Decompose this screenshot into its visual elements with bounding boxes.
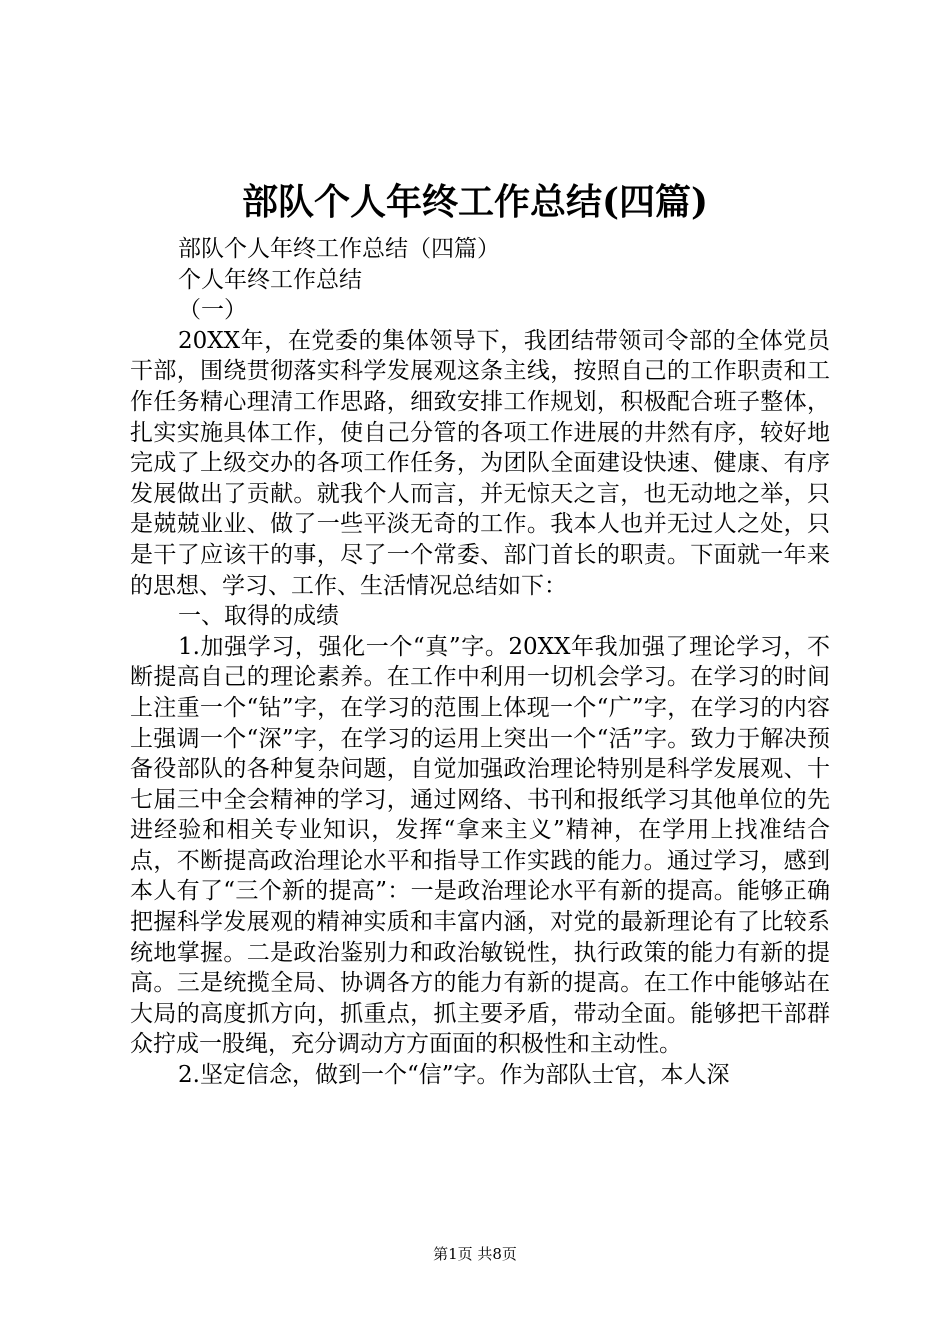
page-number-footer: 第1页 共8页 <box>433 1245 517 1263</box>
paragraph-subtitle: 部队个人年终工作总结（四篇） <box>178 236 500 262</box>
paragraph-intro: 20XX年，在党委的集体领导下，我团结带领司令部的全体党员干部，围绕贯彻落实科学发展观这条主线，按照自己的工作职责和工作任务精心理清工作思路，细致安排工作规划，积极配合班子整体，扎实实施具体工作，使自己分管的各项工作进展的井然有序，较好地完成了上级交办的各项工作任务，为团队全面建设快速、健康、有序发展做出了贡献。就我个人而言，并无惊天之言，也无动地之举，只是兢兢业业、做了一些平淡无奇的工作。我本人也并无过人之处，只是干了应该干的事，尽了一个常委、部门首长的职责。下面就一年来的思想、学习、工作、生活情况总结如下： <box>130 327 830 599</box>
paragraph-item-2: 2.坚定信念，做到一个“信”字。作为部队士官，本人深 <box>178 1062 730 1089</box>
paragraph-section-number: （一） <box>178 297 247 324</box>
paragraph-item-1: 1.加强学习，强化一个“真”字。20XX年我加强了理论学习，不断提高自己的理论素养。在工作中利用一切机会学习。在学习的时间上注重一个“钻”字，在学习的范围上体现一个“广”字，在学习的内容上强调一个“深”字，在学习的运用上突出一个“活”字。致力于解决预备役部队的各种复杂问题，自觉加强政治理论特别是科学发展观、十七届三中全会精神的学习，通过网络、书刊和报纸学习其他单位的先进经验和相关专业知识，发挥“拿来主义”精神，在学用上找准结合点，不断提高政治理论水平和指导工作实践的能力。通过学习，感到本人有了“三个新的提高”：一是政治理论水平有新的提高。能够正确把握科学发展观的精神实质和丰富内涵，对党的最新理论有了比较系统地掌握。二是政治鉴别力和政治敏锐性，执行政策的能力有新的提高。三是统揽全局、协调各方的能力有新的提高。在工作中能够站在大局的高度抓方向，抓重点，抓主要矛盾，带动全面。能够把干部群众拧成一股绳，充分调动方方面面的积极性和主动性。 <box>130 633 830 1058</box>
document-body <box>130 234 830 1091</box>
paragraph-section-heading: 一、取得的成绩 <box>178 603 339 630</box>
paragraph-heading: 个人年终工作总结 <box>178 266 362 293</box>
document-title: 部队个人年终工作总结(四篇) <box>241 181 709 223</box>
